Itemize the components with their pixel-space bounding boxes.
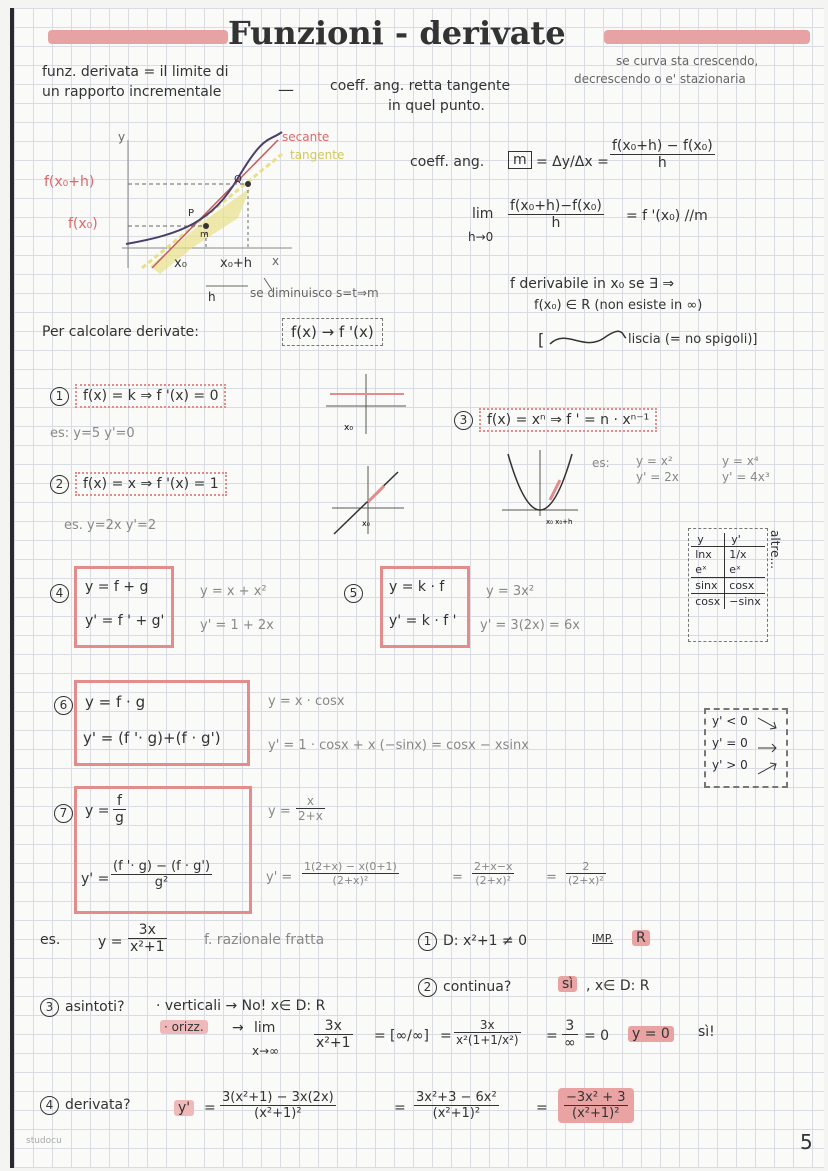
graph-tangente: tangente (290, 148, 345, 162)
step-3-text: asintoti? (65, 999, 125, 1015)
eq-sign: = (536, 1100, 548, 1116)
rule-5-b: y' = k · f ' (389, 613, 457, 629)
rule-4-ex1: y = x + x² (200, 584, 267, 599)
num-1: 1 (50, 387, 69, 406)
rule-7-ex4-den: (2+x)² (568, 874, 604, 887)
rule-7-box (74, 786, 252, 914)
coeff-label: coeff. ang. (410, 154, 485, 170)
num-4: 4 (50, 584, 69, 603)
monotonia-arrows-icon (754, 712, 782, 780)
rule-6-ex1: y = x · cosx (268, 694, 345, 709)
rule-6-ex2: y' = 1 · cosx + x (−sinx) = cosx − xsinx (268, 738, 529, 753)
num-s3: 3 (40, 998, 59, 1017)
table-side-note: altre... (768, 530, 782, 569)
rule-4-ex2: y' = 1 + 2x (200, 618, 274, 633)
rule-2-formula: f(x) = x ⇒ f '(x) = 1 (75, 472, 227, 496)
rule-3 (454, 408, 657, 432)
rule-5-ex2: y' = 3(2x) = 6x (480, 618, 580, 633)
table-cell: eˣ (729, 563, 741, 576)
smooth-curve-icon (548, 330, 628, 352)
rule-5-a: y = k · f (389, 579, 445, 595)
table-head-yp: y' (725, 533, 765, 547)
identity-graph-icon (328, 464, 408, 540)
example-frac (128, 922, 167, 955)
parabola-graph-icon (498, 448, 582, 532)
mono-pos: y' > 0 (712, 758, 748, 772)
deriv2: f(x₀) ∈ R (non esiste in ∞) (534, 298, 703, 313)
step-4-y: y' (174, 1100, 194, 1116)
def-right1: se curva sta crescendo, (616, 54, 759, 68)
step-3-frac3 (562, 1018, 578, 1051)
lim-frac-num: f(x₀+h)−f(x₀) (510, 198, 602, 214)
def-mid2: in quel punto. (388, 98, 485, 114)
rule-7-a-den: g (115, 810, 124, 826)
rule-7-ex2-num: 1(2+x) − x(0+1) (304, 860, 397, 873)
calc-formula: f(x) → f '(x) (282, 318, 383, 346)
step-3-frac2 (454, 1018, 521, 1047)
step-1-imp: IMP. (592, 932, 614, 945)
table-cell: cosx (691, 594, 725, 610)
rule-7-ex-frac4 (566, 860, 606, 887)
rule-7-ex-num: x (296, 794, 325, 809)
num-s4: 4 (40, 1096, 59, 1115)
table-cell: lnx (691, 547, 725, 563)
step-2-text: continua? (443, 979, 512, 995)
liscia: liscia (= no spigoli)] (628, 332, 758, 347)
mono-neg: y' < 0 (712, 714, 748, 728)
step-3-lim-sub: x→∞ (252, 1044, 280, 1058)
table-head-y: y (691, 533, 725, 547)
rule-2 (50, 472, 227, 496)
step-3-form: [∞/∞] (390, 1028, 429, 1044)
step-4-frac3 (558, 1088, 634, 1123)
step-2 (418, 978, 511, 997)
rule-1 (50, 384, 226, 408)
step-4-frac1 (220, 1090, 336, 1121)
table-cell: eˣ (691, 562, 725, 578)
rule-3-ex-b1: y = x⁴ (722, 454, 759, 468)
eq-sign: = (546, 870, 557, 885)
rule-7-ex3-den: (2+x)² (475, 874, 512, 887)
arrow-glyph: → (232, 1020, 244, 1036)
arrow-glyph: — (278, 80, 294, 99)
num-6: 6 (54, 696, 73, 715)
step-4-f3-num: −3x² + 3 (566, 1090, 626, 1105)
step-3-f2-num: 3x (454, 1018, 521, 1033)
graph-secante: secante (282, 130, 330, 144)
rule-7-a-num: f (113, 793, 126, 810)
table-cell: sinx (691, 578, 725, 594)
rule-3-es: es: (592, 456, 610, 470)
step-4 (40, 1096, 131, 1115)
mono-zero: y' = 0 (712, 736, 748, 750)
rule-7-yp: y' = (81, 871, 110, 887)
rule-7-ex2-den: (2+x)² (332, 874, 369, 887)
def-left2: un rapporto incrementale (42, 84, 222, 100)
rule-6-box (74, 680, 250, 766)
rule-3-ex-b2: y' = 4x³ (722, 470, 770, 484)
coeff-m: m (508, 151, 532, 169)
rule-1-formula: f(x) = k ⇒ f '(x) = 0 (75, 384, 226, 408)
rule-1-example: es: y=5 y'=0 (50, 426, 135, 441)
num-3: 3 (454, 411, 473, 430)
num-4-wrap (50, 582, 75, 603)
step-1 (418, 932, 527, 951)
step-4-text: derivata? (65, 1097, 131, 1113)
rule-7-ex-y: y = (268, 804, 291, 819)
bracket-open: [ (538, 330, 545, 349)
example-y-num: 3x (128, 922, 167, 939)
graph-note: se diminuisco s=t⇒m (250, 286, 379, 300)
rule-7-frac-b (111, 859, 212, 890)
coeff-frac (610, 138, 715, 171)
rule-3-ex-a1: y = x² (636, 454, 673, 468)
graph-y-label: y (118, 130, 126, 144)
rule-6-a: y = f · g (85, 693, 146, 711)
rule-4-a: y = f + g (85, 579, 149, 595)
rule-5-box (380, 566, 470, 648)
rule-7-b-den: g² (154, 875, 169, 890)
coeff-frac-num: f(x₀+h) − f(x₀) (612, 138, 713, 154)
rule-7-ex3-num: 2+x−x (474, 860, 513, 873)
step-3-si: sì! (698, 1024, 715, 1040)
step-4-frac2 (414, 1090, 499, 1121)
graph-x-label: x (272, 254, 280, 268)
rule-7-ex4-num: 2 (566, 860, 606, 874)
rule-4-b: y' = f ' + g' (85, 613, 165, 629)
step-1-text: D: x²+1 ≠ 0 (443, 933, 528, 949)
graph-P: P (188, 208, 195, 219)
rule-7-ex-yp: y' = (266, 870, 293, 885)
step-3-frac-num: 3x (314, 1018, 353, 1035)
step-1-R: R (632, 930, 650, 946)
step-2-si: sì (558, 976, 577, 992)
table-cell: 1/x (729, 548, 747, 561)
derivative-table (688, 528, 768, 642)
table-cell: cosx (725, 578, 765, 594)
page-number: 5 (800, 1130, 813, 1154)
monotonia-box (704, 708, 788, 788)
rule-3-formula: f(x) = xⁿ ⇒ f ' = n · xⁿ⁻¹ (479, 408, 657, 432)
lim-word: lim (472, 206, 494, 222)
step-3-frac-den: x²+1 (316, 1035, 351, 1051)
rule-2-example: es. y=2x y'=2 (64, 518, 157, 533)
step-3-f3-num: 3 (562, 1018, 578, 1035)
num-5-wrap (344, 582, 369, 603)
step-4-f1-num: 3(x²+1) − 3x(2x) (222, 1090, 334, 1105)
rule-7-ex-den: 2+x (298, 809, 323, 823)
example-type: f. razionale fratta (204, 932, 325, 948)
step-3 (40, 998, 125, 1017)
example-y: y = (98, 934, 123, 950)
num-s1: 1 (418, 932, 437, 951)
derivative-graph (42, 118, 422, 308)
def-left: funz. derivata = il limite di (42, 64, 229, 80)
num-s2: 2 (418, 978, 437, 997)
derivative-table-grid (691, 533, 765, 609)
step-3-f3-den: ∞ (564, 1035, 576, 1051)
step-4-f3-den: (x²+1)² (572, 1106, 620, 1121)
calc-label: Per calcolare derivate: (42, 324, 200, 340)
graph-fx0: f(x₀) (68, 216, 98, 232)
graph-Q: Q (234, 174, 242, 185)
lim-frac (508, 198, 604, 231)
eq-sign: = (204, 1100, 216, 1116)
coeff-eq: = Δy/Δx = (536, 154, 609, 170)
example-y-den: x²+1 (130, 939, 165, 955)
svg-text:x₀ x₀+h: x₀ x₀+h (546, 518, 573, 526)
lim-result: = f '(x₀) //m (626, 208, 708, 224)
constant-graph-icon (320, 372, 414, 442)
rule-7-ex-frac2 (302, 860, 399, 887)
step-3-frac1 (314, 1018, 353, 1051)
step-3-y0: y = 0 (628, 1026, 674, 1042)
lim-sub: h→0 (468, 230, 494, 244)
notebook-page (14, 8, 824, 1168)
graph-fx0h: f(x₀+h) (44, 174, 95, 190)
lim-frac-den: h (551, 215, 561, 231)
table-cell: −sinx (725, 594, 765, 610)
rule-6-b: y' = (f '· g)+(f · g') (83, 729, 221, 747)
eq-sign: = (546, 1028, 558, 1044)
rule-7-frac-a (113, 793, 126, 826)
rule-7-y: y = (85, 803, 110, 819)
watermark: studocu (26, 1136, 62, 1146)
step-3-f2-den: x²(1+1/x²) (456, 1033, 519, 1047)
step-3-vert: · verticali → No! x∈ D: R (156, 998, 326, 1014)
def-mid: coeff. ang. retta tangente (330, 78, 511, 94)
step-3-oriz: · orizz. (160, 1020, 208, 1034)
rule-4-box (74, 566, 174, 648)
rule-7-ex-frac1 (296, 794, 325, 823)
eq-sign: = (394, 1100, 406, 1116)
step-2-rest: , x∈ D: R (586, 978, 650, 994)
svg-text:x₀: x₀ (344, 423, 353, 433)
eq-sign: = (440, 1028, 452, 1044)
step-4-f1-den: (x²+1)² (254, 1106, 302, 1121)
step-3-lim: lim (254, 1020, 276, 1036)
rule-7-ex-frac3 (472, 860, 514, 887)
title-band-right (604, 30, 810, 44)
rule-3-ex-a2: y' = 2x (636, 470, 679, 484)
num-7: 7 (54, 804, 73, 823)
num-5: 5 (344, 584, 363, 603)
eq-sign: = (452, 870, 463, 885)
example-es: es. (40, 932, 61, 948)
step-3-zero: = 0 (584, 1028, 610, 1044)
graph-m: m (200, 230, 209, 240)
coeff-frac-den: h (657, 155, 667, 171)
eq-sign: = (374, 1028, 386, 1044)
graph-h: h (208, 290, 216, 304)
page-title: Funzioni - derivate (228, 14, 566, 52)
svg-text:x₀: x₀ (362, 519, 370, 528)
graph-x0h: x₀+h (220, 256, 253, 271)
num-2: 2 (50, 475, 69, 494)
def-right2: decrescendo o e' stazionaria (574, 72, 746, 86)
rule-7-b-num: (f '· g) − (f · g') (113, 859, 211, 874)
graph-x0: x₀ (174, 256, 187, 271)
rule-5-ex1: y = 3x² (486, 584, 535, 599)
deriv1: f derivabile in x₀ se ∃ ⇒ (510, 276, 675, 292)
step-4-f2-den: (x²+1)² (432, 1106, 481, 1121)
title-band-left (48, 30, 228, 44)
step-4-f2-num: 3x²+3 − 6x² (416, 1090, 497, 1105)
